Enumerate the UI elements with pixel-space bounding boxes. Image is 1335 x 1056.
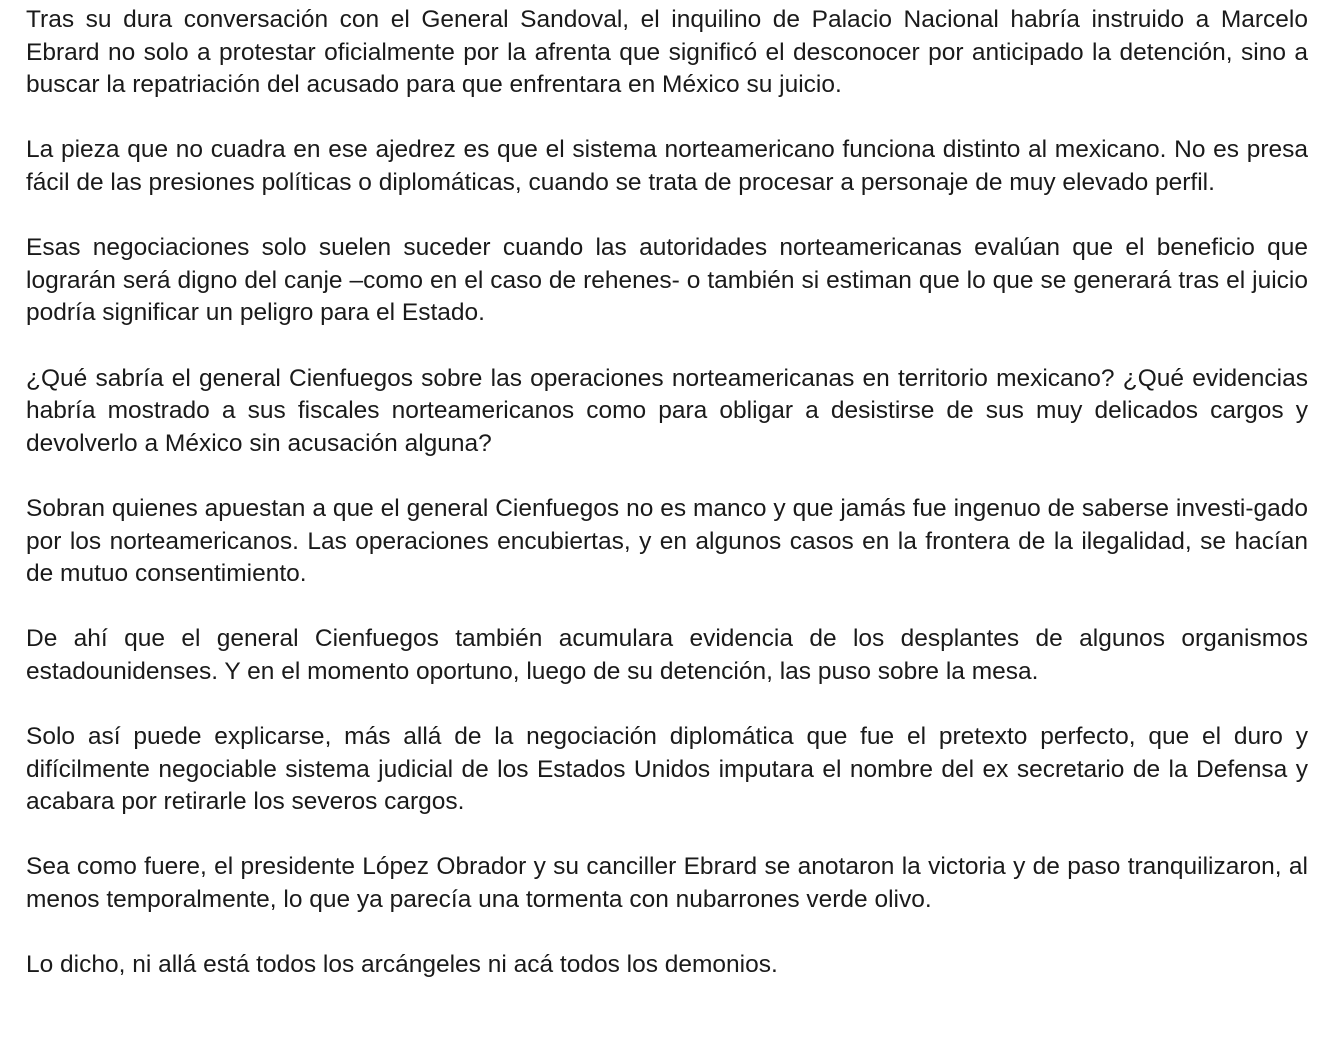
paragraph-2: La pieza que no cuadra en ese ajedrez es que el sistema norteamericano funciona distinto al mexicano. No es presa fácil de las presiones políticas o diplomáticas, cuando se trata de procesar a personaje de muy elevado perfil. xyxy=(26,136,1308,196)
paragraph-9: Lo dicho, ni allá está todos los arcángeles ni acá todos los demonios. xyxy=(26,951,778,979)
paragraph-3: Esas negociaciones solo suelen suceder cuando las autoridades norteamericanas evalúan que el beneficio que lograrán será digno del canje –como en el caso de rehenes- o también si estiman que lo que se generará tras el juicio podría significar un peligro para el Estado. xyxy=(26,234,1308,327)
paragraph-5: Sobran quienes apuestan a que el general Cienfuegos no es manco y que jamás fue ingenuo de saberse investi-gado por los norteamericanos. Las operaciones encubiertas, y en algunos casos en la frontera de la ilegalidad, se hacían de mutuo consentimiento. xyxy=(26,494,1308,588)
paragraph-4: ¿Qué sabría el general Cienfuegos sobre las operaciones norteamericanas en territorio mexicano? ¿Qué evidencias habría mostrado a sus fiscales norteamericanos como para obligar a desistirse de sus muy delicados cargos y devolverlo a México sin acusación alguna? xyxy=(26,364,1308,457)
paragraph-8: Sea como fuere, el presidente López Obrador y su canciller Ebrard se anotaron la victoria y de paso tranquilizaron, al menos temporalmente, lo que ya parecía una tormenta con nubarrones verde olivo. xyxy=(26,853,1308,914)
paragraph-7: Solo así puede explicarse, más allá de la negociación diplomática que fue el pretexto perfecto, que el duro y difícilmente negociable sistema judicial de los Estados Unidos imputara el nombre del ex secretario de la Defensa y acabara por retirarle los severos cargos. xyxy=(26,723,1308,816)
paragraph-6: De ahí que el general Cienfuegos también acumulara evidencia de los desplantes de algunos organismos estadounidenses. Y en el momento oportuno, luego de su detención, las puso sobre la mesa. xyxy=(26,625,1308,685)
article-body xyxy=(26,4,1308,982)
paragraph-1: Tras su dura conversación con el General Sandoval, el inquilino de Palacio Nacional habría instruido a Marcelo Ebrard no solo a protestar oficialmente por la afrenta que significó el desconocer por anticipado la detención, sino a buscar la repatriación del acusado para que enfrentara en México su juicio. xyxy=(26,6,1308,99)
